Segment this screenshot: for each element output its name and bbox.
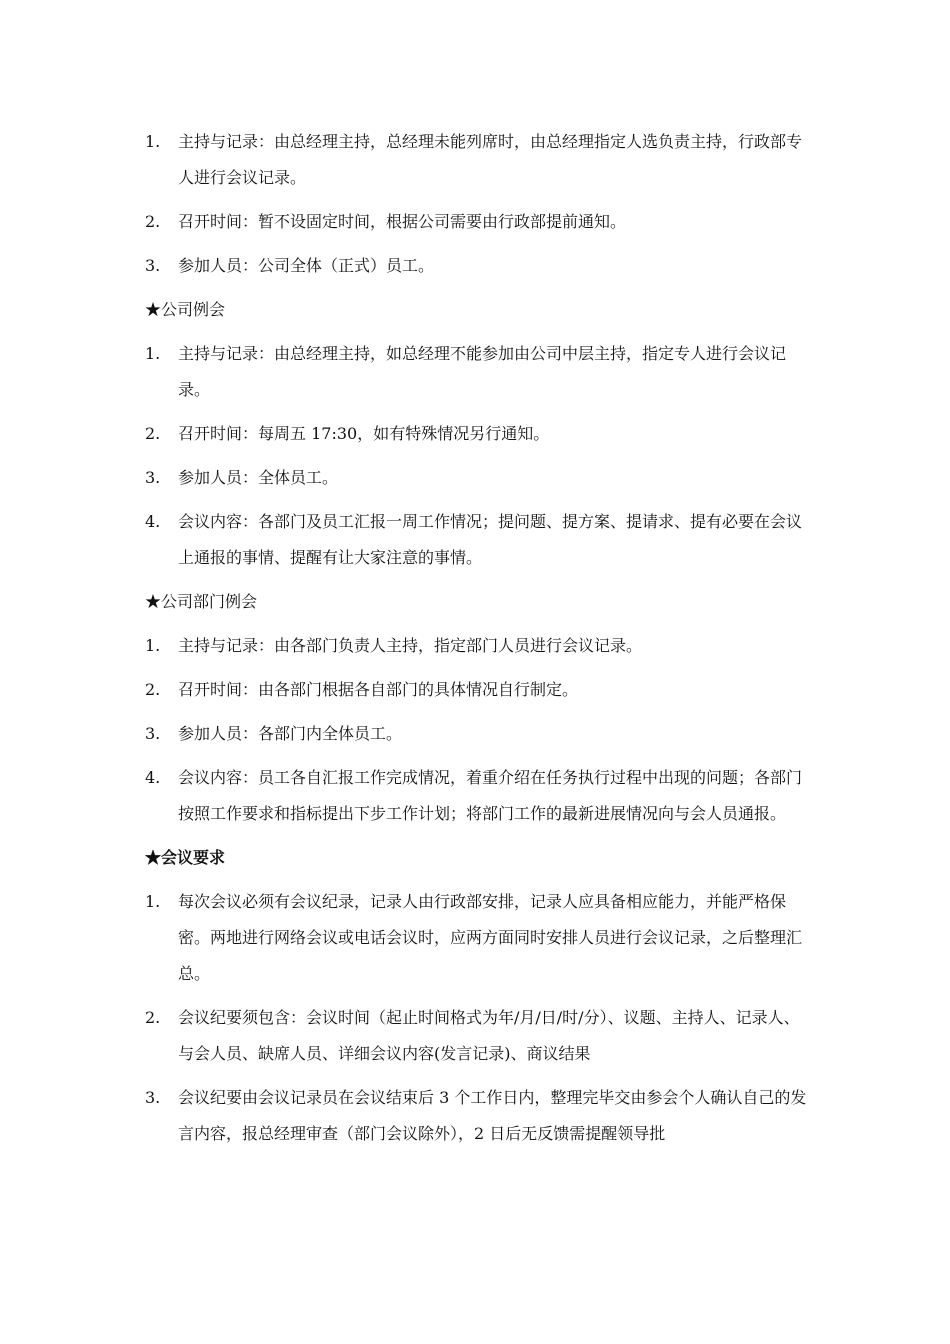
section-meeting-requirements	[145, 840, 815, 1152]
list-item	[145, 416, 815, 452]
section-heading: ★公司例会	[145, 300, 226, 319]
list-item	[145, 716, 815, 752]
list-item	[145, 124, 815, 196]
list-item	[145, 336, 815, 408]
list-item	[145, 672, 815, 708]
list-item	[145, 760, 815, 832]
item-number: 1.	[145, 892, 161, 911]
section-department-meeting	[145, 584, 815, 832]
item-number: 2.	[145, 424, 161, 443]
item-number: 3.	[145, 468, 161, 487]
item-text: 主持与记录：由总经理主持，总经理未能列席时，由总经理指定人选负责主持，行政部专人进行会议记录。	[178, 132, 803, 187]
document-body	[145, 124, 815, 1160]
item-number: 4.	[145, 768, 161, 787]
item-number: 2.	[145, 212, 161, 231]
item-number: 3.	[145, 724, 161, 743]
item-number: 1.	[145, 132, 161, 151]
item-number: 2.	[145, 1008, 161, 1027]
item-text: 会议纪要须包含：会议时间（起止时间格式为年/月/日/时/分）、议题、主持人、记录人、与会人员、缺席人员、详细会议内容(发言记录)、商议结果	[178, 1008, 800, 1063]
section-company-regular-meeting	[145, 292, 815, 576]
item-text: 召开时间：由各部门根据各自部门的具体情况自行制定。	[178, 680, 579, 699]
item-text: 会议内容：各部门及员工汇报一周工作情况；提问题、提方案、提请求、提有必要在会议上通报的事情、提醒有让大家注意的事情。	[178, 512, 803, 567]
list-item	[145, 884, 815, 992]
list-item	[145, 460, 815, 496]
item-text: 召开时间：每周五 17:30，如有特殊情况另行通知。	[178, 424, 550, 443]
item-text: 每次会议必须有会议纪录，记录人由行政部安排，记录人应具备相应能力，并能严格保密。两地进行网络会议或电话会议时，应两方面同时安排人员进行会议记录，之后整理汇总。	[178, 892, 803, 983]
item-text: 参加人员：公司全体（正式）员工。	[178, 256, 435, 275]
list-item	[145, 504, 815, 576]
section-general-meeting	[145, 124, 815, 284]
item-number: 3.	[145, 1088, 161, 1107]
item-number: 1.	[145, 344, 161, 363]
item-text: 参加人员：各部门内全体员工。	[178, 724, 403, 743]
item-text: 召开时间：暂不设固定时间，根据公司需要由行政部提前通知。	[178, 212, 627, 231]
item-text: 参加人员：全体员工。	[178, 468, 339, 487]
list-item	[145, 1080, 815, 1152]
item-number: 4.	[145, 512, 161, 531]
list-item	[145, 628, 815, 664]
list-item	[145, 248, 815, 284]
item-text: 主持与记录：由总经理主持，如总经理不能参加由公司中层主持，指定专人进行会议记录。	[178, 344, 787, 399]
item-text: 会议内容：员工各自汇报工作完成情况，着重介绍在任务执行过程中出现的问题；各部门按照工作要求和指标提出下步工作计划；将部门工作的最新进展情况向与会人员通报。	[178, 768, 803, 823]
item-number: 1.	[145, 636, 161, 655]
section-heading: ★会议要求	[145, 848, 226, 867]
section-heading: ★公司部门例会	[145, 592, 258, 611]
list-item	[145, 1000, 815, 1072]
item-text: 会议纪要由会议记录员在会议结束后 3 个工作日内，整理完毕交由参会个人确认自己的发言内容，报总经理审查（部门会议除外），2 日后无反馈需提醒领导批	[178, 1088, 807, 1143]
list-item	[145, 204, 815, 240]
item-number: 3.	[145, 256, 161, 275]
item-number: 2.	[145, 680, 161, 699]
item-text: 主持与记录：由各部门负责人主持，指定部门人员进行会议记录。	[178, 636, 643, 655]
